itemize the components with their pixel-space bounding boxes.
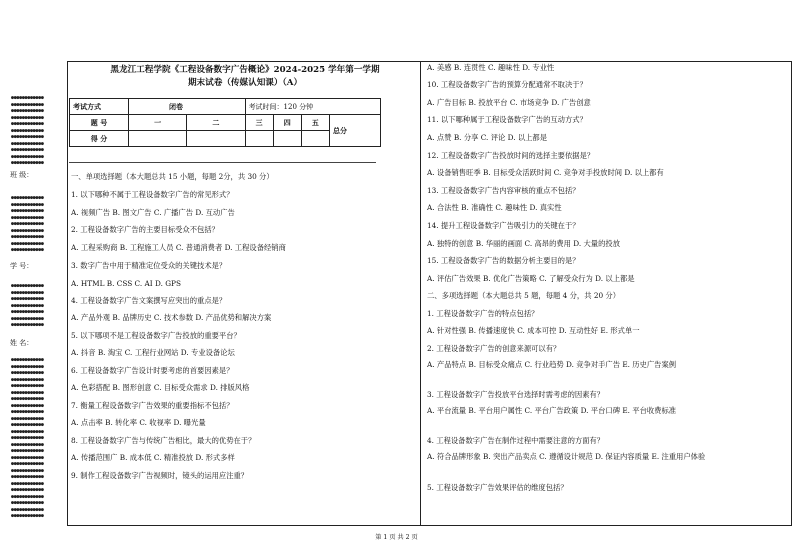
question: 13. 工程设备数字广告内容审核的重点不包括？ [427, 186, 580, 195]
question: 15. 工程设备数字广告的数据分析主要目的是？ [427, 256, 580, 265]
binding-dots: ●●●●●●●●●●●● ●●●●●●●●●●●● ●●●●●●●●●●●● ●●●●●●●●●●●● ●●●●●●●●●●●● ●●●●●●●●●●●● ●●●●●●●●●●●● ●●●●●●●●●●●● ●●●●●●●●●●●● ●●●●●●●●●●●● ●●●●●●●●●●●● ●●●●●●●●●●●● ●●●●●●●●●●●● ●●●●●●●●●●●● ●●●●●●●●●●●● ●●●●●●●●●●●● ●●●●●●●●●●●● ●●●●●●●●●●●● ●●●●●●●●●●●● ●●●●●●●●●●●● ●●●●●●●●●●●● ●●●●●●●●●●●● ●●●●●●●●●●●● ●●●●●●●●●●●● ●●●●●●●●●●●● [11, 357, 44, 519]
options: A. 抖音 B. 淘宝 C. 工程行业网站 D. 专业设备论坛 [71, 348, 235, 357]
page-number: 第 1 页 共 2 页 [375, 534, 418, 541]
options: A. 视频广告 B. 图文广告 C. 广播广告 D. 互动广告 [71, 208, 235, 217]
exam-mode-value: 闭卷 [129, 99, 246, 115]
question: 2. 工程设备数字广告的创意来源可以有？ [427, 344, 561, 353]
question: 1. 以下哪种不属于工程设备数字广告的常见形式？ [71, 190, 234, 199]
question: 4. 工程设备数字广告在制作过程中需要注意的方面有？ [427, 436, 605, 445]
options: A. 产品外观 B. 品牌历史 C. 技术参数 D. 产品优势和解决方案 [71, 313, 272, 322]
options: A. 色彩搭配 B. 图形创意 C. 目标受众需求 D. 排版风格 [71, 383, 250, 392]
question: 14. 提升工程设备数字广告吸引力的关键在于？ [427, 221, 580, 230]
score-cell [245, 131, 273, 147]
question: 5. 工程设备数字广告效果评估的维度包括？ [427, 483, 568, 492]
question: 9. 制作工程设备数字广告视频时，镜头的运用应注重？ [71, 471, 249, 480]
section-rule [69, 162, 376, 163]
question: 3. 工程设备数字广告投放平台选择时需考虑的因素有？ [427, 390, 605, 399]
col-header: 五 [301, 115, 329, 131]
total-label: 总分 [330, 115, 381, 147]
name-label: 姓 名： [10, 339, 34, 347]
question: 5. 以下哪项不是工程设备数字广告投放的重要平台？ [71, 331, 241, 340]
options: A. 美感 B. 连贯性 C. 趣味性 D. 专业性 [427, 63, 555, 72]
score-cell [129, 131, 187, 147]
column-divider [420, 61, 421, 526]
score-label: 得 分 [70, 131, 129, 147]
class-label: 班 级： [10, 171, 34, 179]
student-id-label: 学 号： [10, 262, 34, 270]
exam-mode-label: 考试方式 [70, 99, 129, 115]
col-header: 二 [187, 115, 245, 131]
score-cell [301, 131, 329, 147]
section-heading: 二、多项选择题（本大题总共 5 题，每题 4 分，共 20 分） [427, 291, 621, 300]
question: 2. 工程设备数字广告的主要目标受众不包括？ [71, 225, 219, 234]
question: 11. 以下哪种属于工程设备数字广告的互动方式？ [427, 115, 587, 124]
options: A. 点赞 B. 分享 C. 评论 D. 以上都是 [427, 133, 548, 142]
options: A. 评估广告效果 B. 优化广告策略 C. 了解受众行为 D. 以上都是 [427, 274, 635, 283]
options: A. 广告目标 B. 投放平台 C. 市场竞争 D. 广告创意 [427, 98, 591, 107]
options: A. 工程采购商 B. 工程施工人员 C. 普通消费者 D. 工程设备经销商 [71, 243, 286, 252]
options: A. 平台流量 B. 平台用户属性 C. 平台广告政策 D. 平台口碑 E. 平台收费标准 [427, 406, 677, 415]
col-header: 四 [273, 115, 301, 131]
question: 1. 工程设备数字广告的特点包括？ [427, 309, 539, 318]
binding-dots: ●●●●●●●●●●●● ●●●●●●●●●●●● ●●●●●●●●●●●● ●●●●●●●●●●●● ●●●●●●●●●●●● ●●●●●●●●●●●● ●●●●●●●●●●●● ●●●●●●●●●●●● ●●●●●●●●●●●● ●●●●●●●●●●●● ●●●●●●●●●●●● [11, 95, 44, 166]
options: A. 产品特点 B. 目标受众痛点 C. 行业趋势 D. 竞争对手广告 E. 历史广告案例 [427, 360, 677, 369]
question-no-label: 题 号 [70, 115, 129, 131]
options: A. 针对性强 B. 传播速度快 C. 成本可控 D. 互动性好 E. 形式单一 [427, 326, 640, 335]
question: 6. 工程设备数字广告设计时要考虑的首要因素是？ [71, 366, 234, 375]
exam-subtitle: 期末试卷（传媒认知课）（A） [187, 78, 303, 88]
question: 10. 工程设备数字广告的预算分配通常不取决于？ [427, 80, 587, 89]
options: A. 点击率 B. 转化率 C. 收视率 D. 曝光量 [71, 418, 206, 427]
score-cell [273, 131, 301, 147]
question: 8. 工程设备数字广告与传统广告相比，最大的优势在于？ [71, 436, 256, 445]
score-table [69, 98, 381, 147]
question: 12. 工程设备数字广告投放时间的选择主要依据是？ [427, 151, 595, 160]
question: 4. 工程设备数字广告文案撰写应突出的重点是？ [71, 296, 227, 305]
question: 3. 数字广告中用于精准定位受众的关键技术是？ [71, 261, 227, 270]
exam-time: 考试时间：120 分钟 [245, 99, 380, 115]
options: A. 设备销售旺季 B. 目标受众活跃时间 C. 竞争对手投放时间 D. 以上都有 [427, 168, 664, 177]
options: A. 符合品牌形象 B. 突出产品卖点 C. 遵循设计规范 D. 保证内容质量 E. 注重用户体验 [427, 452, 706, 461]
options: A. 传播范围广 B. 成本低 C. 精准投放 D. 形式多样 [71, 453, 235, 462]
binding-margin [8, 95, 66, 525]
col-header: 一 [129, 115, 187, 131]
binding-dots: ●●●●●●●●●●●● ●●●●●●●●●●●● ●●●●●●●●●●●● ●●●●●●●●●●●● ●●●●●●●●●●●● ●●●●●●●●●●●● ●●●●●●●●●●●● [11, 283, 44, 328]
score-cell [187, 131, 245, 147]
section-heading: 一、单项选择题（本大题总共 15 小题，每题 2分，共 30 分） [71, 172, 274, 181]
options: A. 合法性 B. 准确性 C. 趣味性 D. 真实性 [427, 203, 562, 212]
col-header: 三 [245, 115, 273, 131]
options: A. 独特的创意 B. 华丽的画面 C. 高昂的费用 D. 大量的投放 [427, 239, 620, 248]
question: 7. 衡量工程设备数字广告效果的重要指标不包括？ [71, 401, 234, 410]
binding-dots: ●●●●●●●●●●●● ●●●●●●●●●●●● ●●●●●●●●●●●● ●●●●●●●●●●●● ●●●●●●●●●●●● ●●●●●●●●●●●● ●●●●●●●●●●●● ●●●●●●●●●●●● ●●●●●●●●●●●● [11, 195, 44, 253]
options: A. HTML B. CSS C. AI D. GPS [71, 279, 181, 288]
exam-title: 黑龙江工程学院《工程设备数字广告概论》2024-2025 学年第一学期 [110, 65, 380, 75]
